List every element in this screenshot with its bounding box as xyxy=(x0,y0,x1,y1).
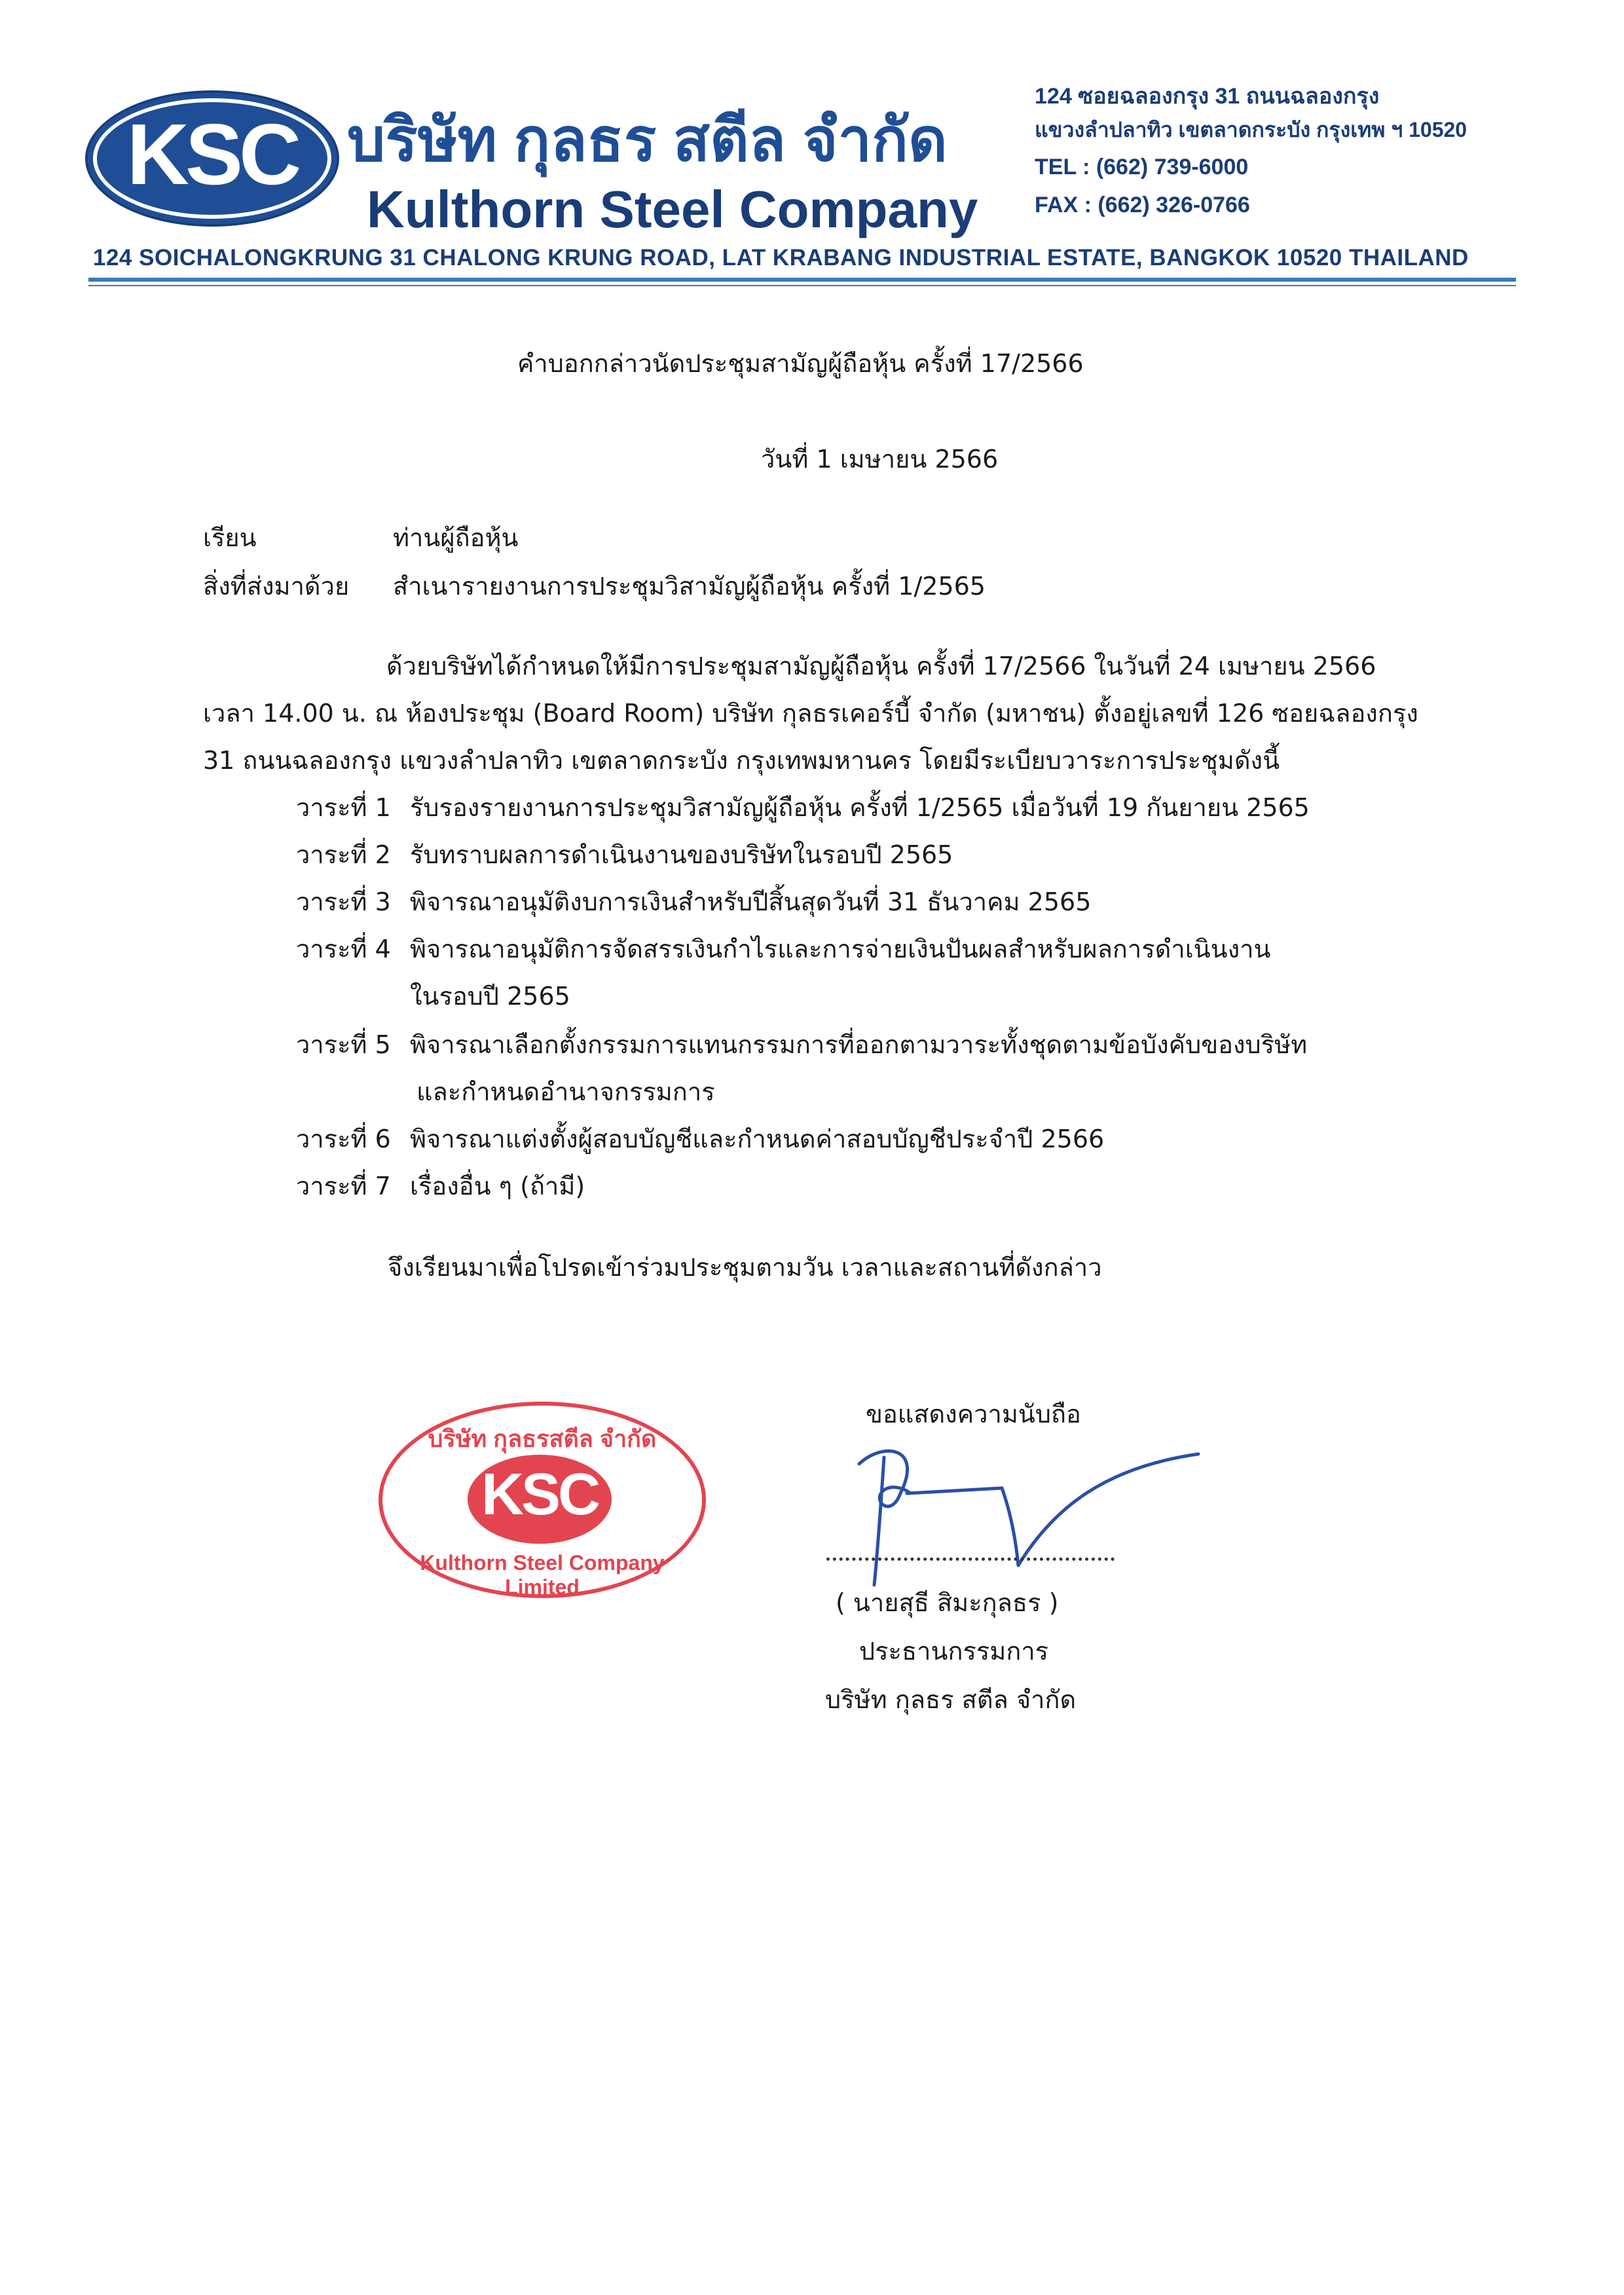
signer-company: บริษัท กุลธร สตีล จำกัด xyxy=(825,1685,1077,1714)
signature-line xyxy=(826,1558,1115,1561)
agenda-text: รับทราบผลการดำเนินงานของบริษัทในรอบปี 2565 xyxy=(410,840,953,869)
agenda-text: พิจารณาอนุมัติการจัดสรรเงินกำไรและการจ่ายเงินปันผลสำหรับผลการดำเนินงาน xyxy=(410,935,1271,963)
signer-title: ประธานกรรมการ xyxy=(859,1637,1049,1666)
agenda-text: พิจารณาเลือกตั้งกรรมการแทนกรรมการที่ออกตามวาระทั้งชุดตามข้อบังคับของบริษัท xyxy=(410,1030,1308,1059)
header-fax: FAX : (662) 326-0766 xyxy=(1035,193,1250,217)
letter-date: วันที่ 1 เมษายน 2566 xyxy=(761,445,999,474)
to-label: เรียน xyxy=(203,523,257,552)
agenda-label: วาระที่ 4 xyxy=(296,935,391,963)
agenda-text: พิจารณาแต่งตั้งผู้สอบบัญชีและกำหนดค่าสอบบัญชีประจำปี 2566 xyxy=(410,1125,1105,1153)
agenda-text: รับรองรายงานการประชุมวิสามัญผู้ถือหุ้น ครั้งที่ 1/2565 เมื่อวันที่ 19 กันยายน 2565 xyxy=(410,793,1310,822)
paragraph-line-3: 31 ถนนฉลองกรุง แขวงลำปลาทิว เขตลาดกระบัง กรุงเทพมหานคร โดยมีระเบียบวาระการประชุมดังนี้ xyxy=(203,746,1280,775)
logo-text: KSC xyxy=(126,106,298,202)
paragraph-line-1: ด้วยบริษัทได้กำหนดให้มีการประชุมสามัญผู้ถือหุ้น ครั้งที่ 17/2566 ในวันที่ 24 เมษายน 2566 xyxy=(386,652,1376,681)
header-telephone: TEL : (662) 739-6000 xyxy=(1035,155,1249,179)
agenda-label: วาระที่ 2 xyxy=(296,840,391,869)
agenda-label: วาระที่ 5 xyxy=(296,1030,391,1059)
signer-name: ( นายสุธี สิมะกุลธร ) xyxy=(836,1588,1059,1617)
agenda-label: วาระที่ 6 xyxy=(296,1125,391,1153)
to-value: ท่านผู้ถือหุ้น xyxy=(393,523,519,552)
agenda-text-continued: ในรอบปี 2565 xyxy=(410,982,570,1011)
header-address-thai-line2: แขวงลำปลาทิว เขตลาดกระบัง กรุงเทพ ฯ 10520 xyxy=(1035,118,1467,141)
seal-center xyxy=(468,1455,612,1544)
company-name-thai: บริษัท กุลธร สตีล จำกัด xyxy=(347,107,948,174)
agenda-text: เรื่องอื่น ๆ (ถ้ามี) xyxy=(410,1172,585,1201)
seal-top-text: บริษัท กุลธรสตีล จำกัด xyxy=(428,1425,657,1452)
header-address-thai-line1: 124 ซอยฉลองกรุง 31 ถนนฉลองกรุง xyxy=(1035,84,1380,109)
agenda-text: พิจารณาอนุมัติงบการเงินสำหรับปีสิ้นสุดวันที่ 31 ธันวาคม 2565 xyxy=(410,887,1092,916)
closing-sentence: จึงเรียนมาเพื่อโปรดเข้าร่วมประชุมตามวัน เวลาและสถานที่ดังกล่าว xyxy=(388,1253,1102,1282)
enclosure-value: สำเนารายงานการประชุมวิสามัญผู้ถือหุ้น ครั้งที่ 1/2565 xyxy=(393,572,986,601)
enclosure-label: สิ่งที่ส่งมาด้วย xyxy=(203,572,350,601)
company-name-english: Kulthorn Steel Company xyxy=(367,180,978,238)
agenda-label: วาระที่ 1 xyxy=(296,793,391,822)
regards: ขอแสดงความนับถือ xyxy=(866,1400,1081,1428)
seal-center-text: KSC xyxy=(481,1462,599,1527)
paragraph-line-2: เวลา 14.00 น. ณ ห้องประชุม (Board Room) บริษัท กุลธรเคอร์บี้ จำกัด (มหาชน) ตั้งอยู่เลขที่ 126 ซอยฉลองกรุง xyxy=(203,699,1418,728)
company-logo xyxy=(85,90,339,227)
seal-bottom-text: Kulthorn Steel Company Limited xyxy=(420,1551,665,1599)
company-seal xyxy=(378,1402,706,1598)
header-divider xyxy=(88,278,1516,282)
letter-title: คำบอกกล่าวนัดประชุมสามัญผู้ถือหุ้น ครั้งที่ 17/2566 xyxy=(517,349,1084,378)
header-divider-thin xyxy=(88,285,1516,286)
agenda-label: วาระที่ 3 xyxy=(296,887,391,916)
header-address-english: 124 SOICHALONGKRUNG 31 CHALONG KRUNG ROAD, LAT KRABANG INDUSTRIAL ESTATE, BANGKOK 10520 THAILAND xyxy=(93,245,1469,271)
agenda-label: วาระที่ 7 xyxy=(296,1172,391,1201)
agenda-text-continued: และกำหนดอำนาจกรรมการ xyxy=(416,1077,715,1106)
